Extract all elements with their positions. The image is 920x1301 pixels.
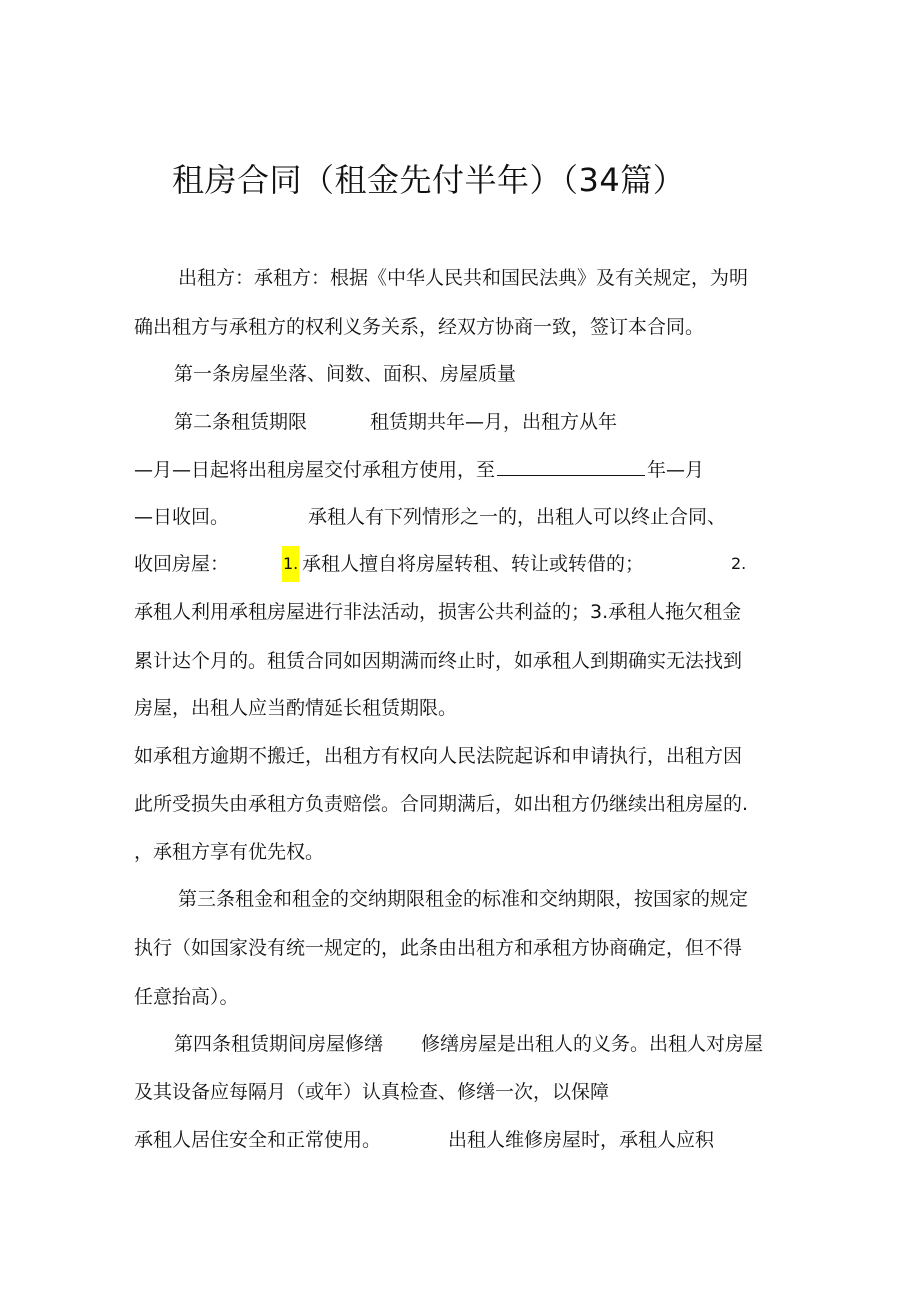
highlighted-item-number bbox=[282, 546, 299, 582]
paragraph-line: 累计达个月的。租赁合同如因期满而终止时，如承租人到期确实无法找到 bbox=[134, 650, 743, 672]
paragraph-line: 承租人利用承租房屋进行非法活动，损害公共利益的；3.承租人拖欠租金 bbox=[134, 601, 742, 623]
paragraph-line: —日收回。 bbox=[134, 506, 230, 528]
paragraph-line: 任意抬高）。 bbox=[134, 986, 239, 1008]
section-heading-4: 第四条租赁期间房屋修缮 bbox=[174, 1033, 384, 1055]
paragraph-line: 此所受损失由承租方负责赔偿。合同期满后，如出租方仍继续出租房屋的. bbox=[134, 793, 749, 815]
paragraph-line: 修缮房屋是出租人的义务。出租人对房屋 bbox=[421, 1033, 764, 1055]
paragraph-line bbox=[134, 456, 704, 484]
paragraph-line: 出租方：承租方：根据《中华人民共和国民法典》及有关规定，为明 bbox=[178, 267, 749, 289]
line-text: 年—月 bbox=[647, 459, 705, 481]
section-heading-1: 第一条房屋坐落、间数、面积、房屋质量 bbox=[174, 363, 517, 385]
section-heading-2: 第二条租赁期限 bbox=[174, 411, 308, 433]
fill-in-blank bbox=[497, 457, 645, 476]
paragraph-line: 承租人有下列情形之一的，出租人可以终止合同、 bbox=[308, 506, 727, 528]
highlight-mark: 1. bbox=[282, 546, 299, 582]
paragraph-line: 出租人维修房屋时，承租人应积 bbox=[448, 1129, 715, 1151]
item-number: 2. bbox=[731, 554, 747, 573]
paragraph-line: 执行（如国家没有统一规定的，此条由出租方和承租方协商确定，但不得 bbox=[134, 937, 743, 959]
line-text: —月—日起将出租房屋交付承租方使用，至 bbox=[134, 459, 496, 481]
paragraph-line: 承租人擅自将房屋转租、转让或转借的； bbox=[302, 553, 645, 575]
section-heading-3: 第三条租金和租金的交纳期限租金的标准和交纳期限，按国家的规定 bbox=[178, 888, 749, 910]
paragraph-line: 房屋，出租人应当酌情延长租赁期限。 bbox=[134, 697, 458, 719]
paragraph-line: 租赁期共年—月，出租方从年 bbox=[370, 411, 618, 433]
paragraph-line: 如承租方逾期不搬迁，出租方有权向人民法院起诉和申请执行，出租方因 bbox=[134, 745, 743, 767]
paragraph-line: 承租人居住安全和正常使用。 bbox=[134, 1129, 382, 1151]
paragraph-line: 收回房屋： bbox=[134, 553, 230, 575]
paragraph-line: ，承租方享有优先权。 bbox=[134, 841, 325, 863]
paragraph-line: 及其设备应每隔月（或年）认真检查、修缮一次，以保障 bbox=[134, 1081, 610, 1103]
document-title: 租房合同（租金先付半年）（34篇） bbox=[172, 161, 686, 199]
paragraph-line: 确出租方与承租方的权利义务关系，经双方协商一致，签订本合同。 bbox=[134, 316, 705, 338]
